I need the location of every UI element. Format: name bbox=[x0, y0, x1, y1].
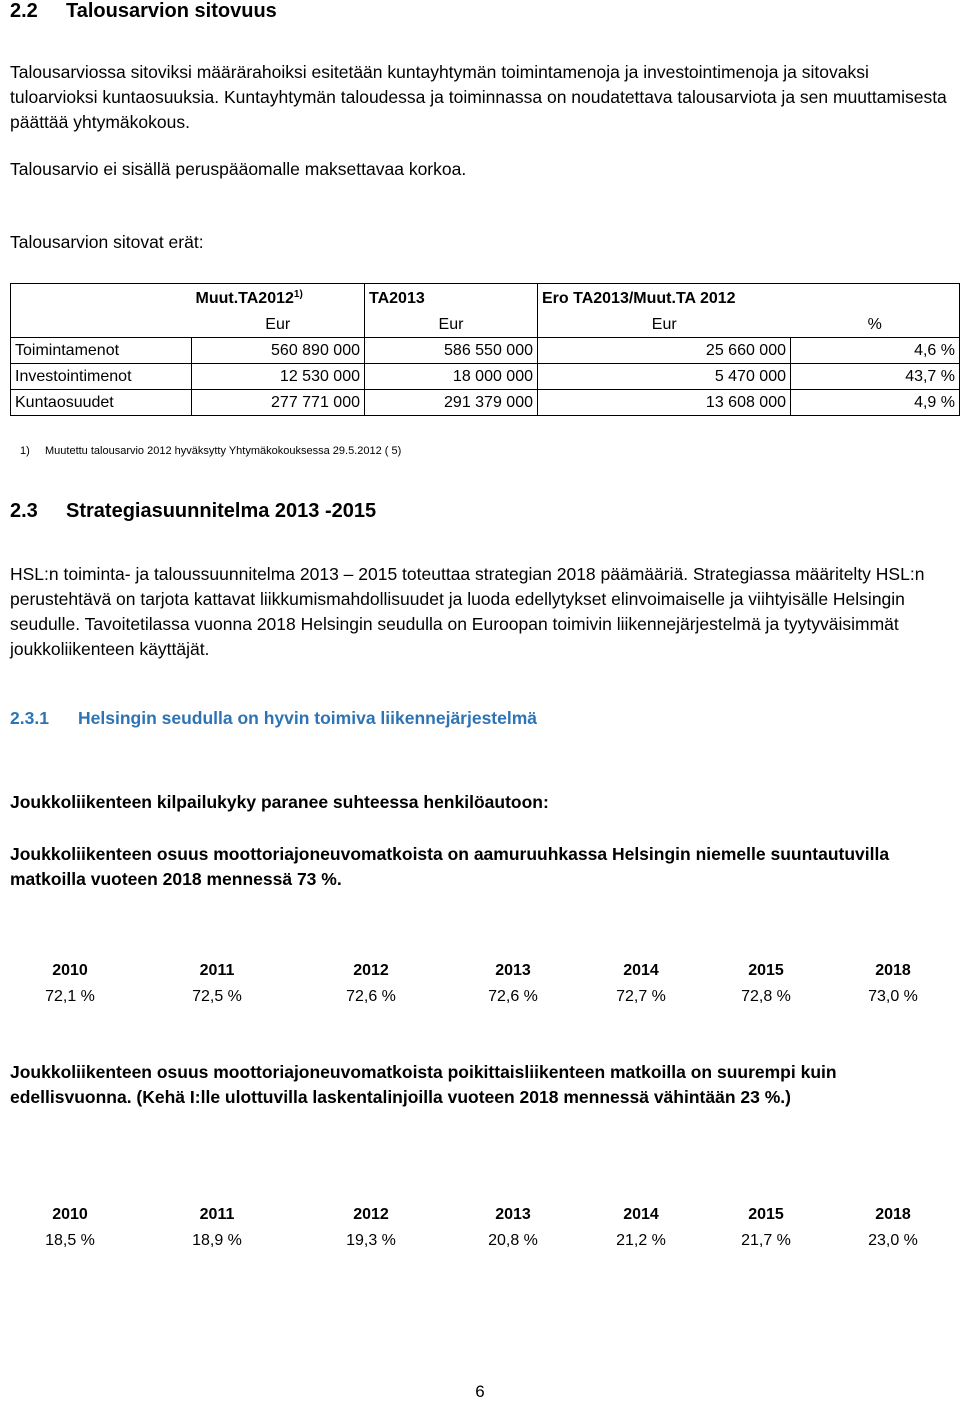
row-ta2012: 560 890 000 bbox=[192, 338, 365, 364]
year-cell: 2013 bbox=[495, 962, 531, 979]
year-cell: 2011 bbox=[199, 1206, 235, 1223]
value-cell: 19,3 % bbox=[346, 1232, 396, 1249]
row-pct: 43,7 % bbox=[791, 364, 960, 390]
header-ta2013: TA2013 bbox=[369, 289, 425, 307]
value-cell: 73,0 % bbox=[868, 988, 918, 1005]
row-ta2012: 277 771 000 bbox=[192, 390, 365, 416]
year-cell: 2010 bbox=[52, 1206, 88, 1223]
value-cell: 72,6 % bbox=[488, 988, 538, 1005]
value-cell: 72,6 % bbox=[346, 988, 396, 1005]
year-cell: 2011 bbox=[199, 962, 235, 979]
metric1-years-row bbox=[0, 962, 960, 984]
value-cell: 21,7 % bbox=[741, 1232, 791, 1249]
metric2-years-row bbox=[0, 1206, 960, 1228]
subheading-binding-items: Talousarvion sitovat erät: bbox=[10, 232, 204, 252]
year-cell: 2014 bbox=[623, 1206, 659, 1223]
unit-eur-2: Eur bbox=[365, 312, 538, 338]
table-row bbox=[11, 390, 960, 416]
footnote-text: Muutettu talousarvio 2012 hyväksytty Yhtymäkokouksessa 29.5.2012 ( 5) bbox=[45, 445, 402, 457]
section-heading-2-3-1 bbox=[10, 708, 537, 729]
row-label: Kuntaosuudet bbox=[11, 390, 192, 416]
year-cell: 2014 bbox=[623, 962, 659, 979]
unit-eur-3: Eur bbox=[538, 312, 791, 338]
value-cell: 72,5 % bbox=[192, 988, 242, 1005]
header-footnote-mark: 1) bbox=[293, 288, 303, 300]
row-diff: 5 470 000 bbox=[538, 364, 791, 390]
value-cell: 21,2 % bbox=[616, 1232, 666, 1249]
row-pct: 4,6 % bbox=[791, 338, 960, 364]
section-title: Helsingin seudulla on hyvin toimiva liikennejärjestelmä bbox=[78, 708, 538, 728]
row-ta2013: 586 550 000 bbox=[365, 338, 538, 364]
table-row bbox=[11, 338, 960, 364]
row-pct: 4,9 % bbox=[791, 390, 960, 416]
section-number: 2.2 bbox=[10, 0, 38, 22]
footnote-mark: 1) bbox=[20, 445, 30, 457]
paragraph-no-interest: Talousarvio ei sisällä peruspääomalle maksettavaa korkoa. bbox=[10, 159, 467, 179]
value-cell: 18,9 % bbox=[192, 1232, 242, 1249]
value-cell: 72,7 % bbox=[616, 988, 666, 1005]
section-number: 2.3.1 bbox=[10, 708, 49, 728]
row-diff: 25 660 000 bbox=[538, 338, 791, 364]
value-cell: 72,1 % bbox=[45, 988, 95, 1005]
year-cell: 2010 bbox=[52, 962, 88, 979]
metric1-description: Joukkoliikenteen osuus moottoriajoneuvomatkoista on aamuruuhkassa Helsingin niemelle suuntautuvilla matkoilla vuoteen 2018 mennessä 73 %. bbox=[10, 844, 890, 889]
metric2-description: Joukkoliikenteen osuus moottoriajoneuvomatkoista poikittaisliikenteen matkoilla on suurempi kuin edellisvuonna. (Kehä I:lle ulottuvilla laskentalinjoilla vuoteen 2018 mennessä vähintään 23 %.) bbox=[10, 1062, 837, 1107]
paragraph-strategy: HSL:n toiminta- ja taloussuunnitelma 2013 – 2015 toteuttaa strategian 2018 päämääriä. Strategiassa määritelty HSL:n perustehtävä on tarjota kattavat liikkumismahdollisuudet ja luoda edellytykset elinvoimaiselle ja viihtyisälle Helsingin seudulle. Tavoitetilassa vuonna 2018 Helsingin seudulla on Euroopan toimivin liikennejärjestelmä ja tyytyväisimmät joukkoliikenteen käyttäjät. bbox=[10, 564, 925, 659]
row-ta2013: 18 000 000 bbox=[365, 364, 538, 390]
unit-percent: % bbox=[791, 312, 960, 338]
year-cell: 2018 bbox=[875, 1206, 911, 1223]
metric2-values-row bbox=[0, 1232, 960, 1254]
header-muut-ta2012: Muut.TA2012 bbox=[195, 289, 294, 307]
section-heading-2-3 bbox=[10, 500, 376, 523]
section-title: Strategiasuunnitelma 2013 -2015 bbox=[66, 500, 377, 522]
value-cell: 72,8 % bbox=[741, 988, 791, 1005]
row-ta2012: 12 530 000 bbox=[192, 364, 365, 390]
year-cell: 2013 bbox=[495, 1206, 531, 1223]
row-diff: 13 608 000 bbox=[538, 390, 791, 416]
section-title: Talousarvion sitovuus bbox=[66, 0, 277, 22]
unit-eur-1: Eur bbox=[192, 312, 365, 338]
year-cell: 2015 bbox=[748, 1206, 784, 1223]
paragraph-budget-binding: Talousarviossa sitoviksi määrärahoiksi esitetään kuntayhtymän toimintamenoja ja investointimenoja ja sitovaksi tuloarvioksi kuntaosuuksia. Kuntayhtymän taloudessa ja toiminnassa on noudatettava talousarviota ja sen muuttamisesta päättää yhtymäkokous. bbox=[10, 62, 947, 132]
value-cell: 18,5 % bbox=[45, 1232, 95, 1249]
metric1-values-row bbox=[0, 988, 960, 1010]
section-number: 2.3 bbox=[10, 500, 38, 522]
goal-heading: Joukkoliikenteen kilpailukyky paranee suhteessa henkilöautoon: bbox=[10, 792, 549, 812]
table-footnote bbox=[20, 445, 402, 457]
header-difference: Ero TA2013/Muut.TA 2012 bbox=[538, 284, 960, 313]
row-label: Toimintamenot bbox=[11, 338, 192, 364]
year-cell: 2015 bbox=[748, 962, 784, 979]
budget-table-header-row bbox=[11, 284, 960, 313]
row-ta2013: 291 379 000 bbox=[365, 390, 538, 416]
year-cell: 2012 bbox=[353, 962, 389, 979]
budget-table bbox=[10, 283, 960, 416]
table-row bbox=[11, 364, 960, 390]
year-cell: 2012 bbox=[353, 1206, 389, 1223]
section-heading-2-2 bbox=[10, 0, 277, 23]
value-cell: 20,8 % bbox=[488, 1232, 538, 1249]
row-label: Investointimenot bbox=[11, 364, 192, 390]
budget-table-unit-row bbox=[11, 312, 960, 338]
page-number: 6 bbox=[475, 1382, 485, 1401]
value-cell: 23,0 % bbox=[868, 1232, 918, 1249]
year-cell: 2018 bbox=[875, 962, 911, 979]
